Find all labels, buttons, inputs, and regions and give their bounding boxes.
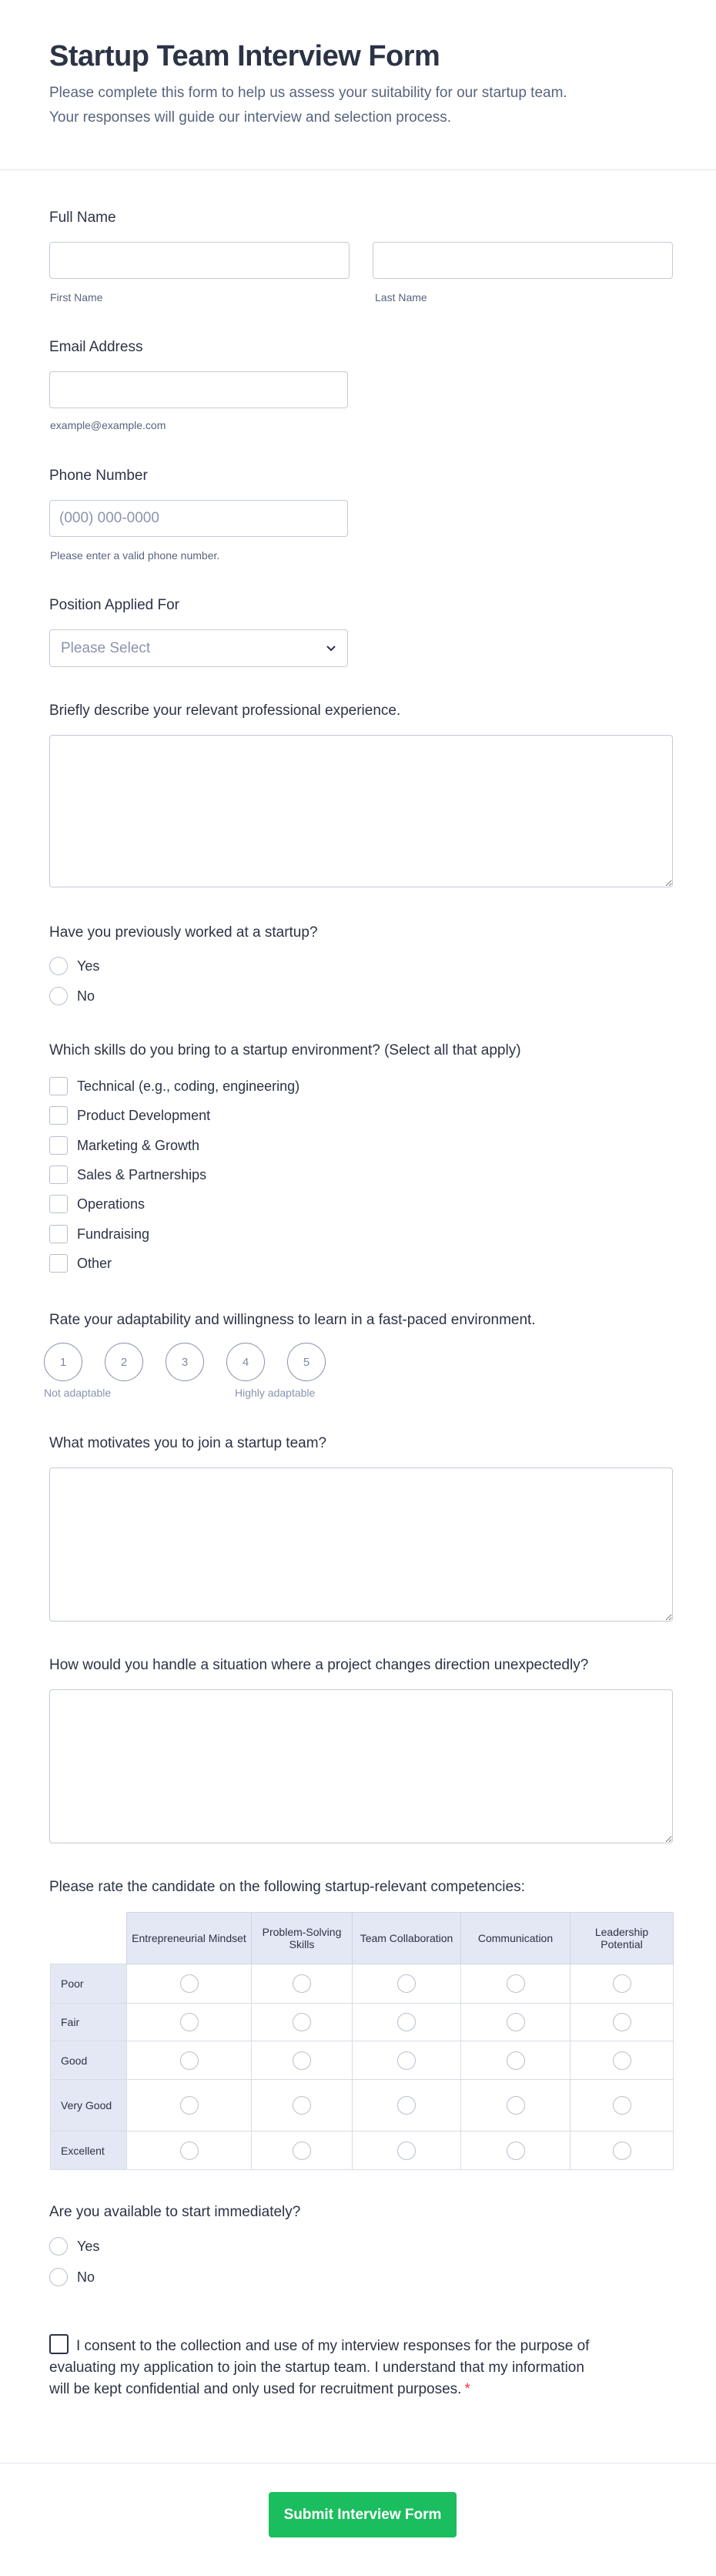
option-label: Operations	[77, 1196, 146, 1212]
matrix-row	[51, 2080, 674, 2132]
matrix-cell	[252, 2080, 353, 2132]
matrix-row-label: Excellent	[51, 2132, 127, 2170]
checkbox[interactable]	[49, 1195, 68, 1213]
matrix-radio[interactable]	[397, 2142, 416, 2160]
checkbox[interactable]	[49, 1225, 68, 1243]
matrix-cell	[127, 2080, 252, 2132]
matrix-cell	[461, 1964, 570, 2004]
option-label: Other	[77, 1255, 112, 1271]
matrix-cell	[127, 1964, 252, 2004]
radio-button[interactable]	[49, 2237, 68, 2256]
motivation-label: What motivates you to join a startup team?	[49, 1435, 327, 1451]
footer-divider	[0, 2463, 716, 2464]
matrix-row	[51, 1964, 674, 2004]
matrix-radio[interactable]	[397, 2096, 416, 2115]
scale-option-2[interactable]: 2	[105, 1343, 143, 1381]
matrix-radio[interactable]	[293, 2096, 311, 2115]
matrix-radio[interactable]	[293, 2013, 311, 2031]
option-label: Yes	[77, 958, 100, 974]
skill-option[interactable]	[49, 1195, 145, 1213]
matrix-cell	[570, 1964, 674, 2004]
available-option-no[interactable]	[49, 2268, 95, 2286]
matrix-column-header: Entrepreneurial Mindset	[127, 1913, 252, 1964]
skills-label: Which skills do you bring to a startup environment? (Select all that apply)	[49, 1042, 521, 1058]
checkbox[interactable]	[49, 1166, 68, 1184]
adaptability-label: Rate your adaptability and willingness to learn in a fast-paced environment.	[49, 1312, 536, 1328]
scale-low-label: Not adaptable	[44, 1387, 112, 1399]
scale-option-4[interactable]: 4	[226, 1343, 265, 1381]
consent-field	[49, 2334, 604, 2400]
consent-text: I consent to the collection and use of my interview responses for the purpose of evaluating my application to join the startup team. I understand that my information will be kept confidential and only used for recruitment purposes.	[49, 2338, 590, 2397]
matrix-cell	[252, 2004, 353, 2041]
position-select-placeholder: Please Select	[61, 639, 151, 656]
option-label: Product Development	[77, 1107, 211, 1123]
matrix-radio[interactable]	[507, 2096, 525, 2115]
matrix-row	[51, 2132, 674, 2170]
matrix-radio[interactable]	[180, 2142, 199, 2160]
matrix-radio[interactable]	[613, 2096, 631, 2115]
scale-option-1[interactable]: 1	[44, 1343, 82, 1381]
skill-option[interactable]	[49, 1225, 149, 1243]
radio-button[interactable]	[49, 987, 68, 1005]
matrix-column-header: Communication	[461, 1913, 570, 1964]
matrix-column-header: Team Collaboration	[353, 1913, 461, 1964]
matrix-radio[interactable]	[180, 1974, 199, 1993]
first-name-input[interactable]	[49, 242, 350, 279]
skill-option[interactable]	[49, 1166, 206, 1184]
last-name-sublabel: Last Name	[375, 291, 427, 304]
option-label: No	[77, 2269, 95, 2285]
matrix-cell	[461, 2004, 570, 2041]
matrix-cell	[252, 2041, 353, 2080]
matrix-radio[interactable]	[293, 2142, 311, 2160]
matrix-cell	[461, 2132, 570, 2170]
required-mark: *	[464, 2381, 470, 2397]
matrix-radio[interactable]	[293, 2051, 311, 2070]
radio-button[interactable]	[49, 2268, 68, 2286]
matrix-radio[interactable]	[613, 2051, 631, 2070]
matrix-radio[interactable]	[180, 2051, 199, 2070]
matrix-radio[interactable]	[397, 2013, 416, 2031]
option-label: Yes	[77, 2238, 100, 2254]
scale-high-label: Highly adaptable	[235, 1387, 316, 1399]
checkbox[interactable]	[49, 1254, 68, 1273]
checkbox[interactable]	[49, 1136, 68, 1155]
matrix-corner	[51, 1913, 127, 1964]
email-input[interactable]	[49, 371, 348, 408]
matrix-column-header: Leadership Potential	[570, 1913, 674, 1964]
matrix-cell	[353, 2041, 461, 2080]
chevron-down-icon	[326, 645, 336, 652]
checkbox[interactable]	[49, 1077, 68, 1095]
email-label: Email Address	[49, 339, 143, 355]
startup-option-no[interactable]	[49, 987, 95, 1005]
matrix-radio[interactable]	[507, 2013, 525, 2031]
matrix-cell	[353, 1964, 461, 2004]
skill-option[interactable]	[49, 1136, 199, 1155]
matrix-row-label: Poor	[51, 1964, 127, 2004]
phone-sublabel: Please enter a valid phone number.	[50, 549, 220, 562]
matrix-cell	[127, 2004, 252, 2041]
matrix-cell	[127, 2041, 252, 2080]
matrix-cell	[461, 2080, 570, 2132]
matrix-radio[interactable]	[180, 2013, 199, 2031]
consent-checkbox[interactable]	[49, 2334, 69, 2354]
form-description: Please complete this form to help us assess your suitability for our startup team.	[49, 85, 567, 101]
phone-label: Phone Number	[49, 468, 148, 484]
matrix-row	[51, 2041, 674, 2080]
option-label: Technical (e.g., coding, engineering)	[77, 1078, 300, 1094]
scale-option-3[interactable]: 3	[166, 1343, 204, 1381]
skill-option[interactable]	[49, 1077, 299, 1095]
matrix-cell	[353, 2080, 461, 2132]
matrix-column-header: Problem-Solving Skills	[252, 1913, 353, 1964]
scale-option-5[interactable]: 5	[287, 1343, 326, 1381]
matrix-radio[interactable]	[293, 1974, 311, 1993]
matrix-radio[interactable]	[507, 2142, 525, 2160]
checkbox[interactable]	[49, 1106, 68, 1125]
matrix-radio[interactable]	[397, 2051, 416, 2070]
position-label: Position Applied For	[49, 597, 179, 613]
competency-matrix	[50, 1912, 674, 2170]
matrix-cell	[353, 2132, 461, 2170]
matrix-cell	[570, 2132, 674, 2170]
experience-label: Briefly describe your relevant professional experience.	[49, 703, 401, 719]
matrix-radio[interactable]	[180, 2096, 199, 2115]
matrix-cell	[570, 2041, 674, 2080]
direction-change-textarea[interactable]	[49, 1689, 673, 1843]
matrix-radio[interactable]	[613, 2142, 631, 2160]
email-sublabel: example@example.com	[50, 419, 166, 431]
matrix-cell	[127, 2132, 252, 2170]
last-name-input[interactable]	[373, 242, 673, 279]
matrix-radio[interactable]	[613, 1974, 631, 1993]
matrix-radio[interactable]	[507, 2051, 525, 2070]
option-label: Sales & Partnerships	[77, 1166, 207, 1182]
first-name-sublabel: First Name	[50, 291, 103, 304]
matrix-row-label: Fair	[51, 2004, 127, 2041]
matrix-row	[51, 2004, 674, 2041]
position-select[interactable]	[49, 629, 348, 667]
matrix-cell	[570, 2004, 674, 2041]
direction-change-label: How would you handle a situation where a project changes direction unexpectedly?	[49, 1657, 589, 1673]
skill-option[interactable]	[49, 1254, 112, 1273]
submit-button[interactable]: Submit Interview Form	[269, 2492, 457, 2537]
matrix-row-label: Good	[51, 2041, 127, 2080]
full-name-label: Full Name	[49, 210, 116, 226]
matrix-cell	[353, 2004, 461, 2041]
phone-input[interactable]	[49, 500, 348, 537]
matrix-cell	[461, 2041, 570, 2080]
startup-question-label: Have you previously worked at a startup?	[49, 924, 318, 941]
experience-textarea[interactable]	[49, 735, 673, 887]
page-title: Startup Team Interview Form	[49, 40, 440, 72]
form-description-2: Your responses will guide our interview and selection process.	[49, 109, 452, 126]
matrix-cell	[252, 2132, 353, 2170]
competencies-label: Please rate the candidate on the following startup-relevant competencies:	[49, 1879, 525, 1895]
option-label: Marketing & Growth	[77, 1137, 200, 1153]
radio-button[interactable]	[49, 957, 68, 975]
motivation-textarea[interactable]	[49, 1467, 673, 1622]
matrix-cell	[570, 2080, 674, 2132]
available-option-yes[interactable]	[49, 2237, 99, 2256]
skill-option[interactable]	[49, 1106, 210, 1125]
matrix-radio[interactable]	[613, 2013, 631, 2031]
matrix-radio[interactable]	[507, 1974, 525, 1993]
option-label: Fundraising	[77, 1226, 150, 1242]
available-label: Are you available to start immediately?	[49, 2204, 301, 2220]
header-divider	[0, 169, 716, 170]
option-label: No	[77, 988, 95, 1004]
matrix-radio[interactable]	[397, 1974, 416, 1993]
matrix-row-label: Very Good	[51, 2080, 127, 2132]
startup-option-yes[interactable]	[49, 957, 99, 975]
matrix-cell	[252, 1964, 353, 2004]
